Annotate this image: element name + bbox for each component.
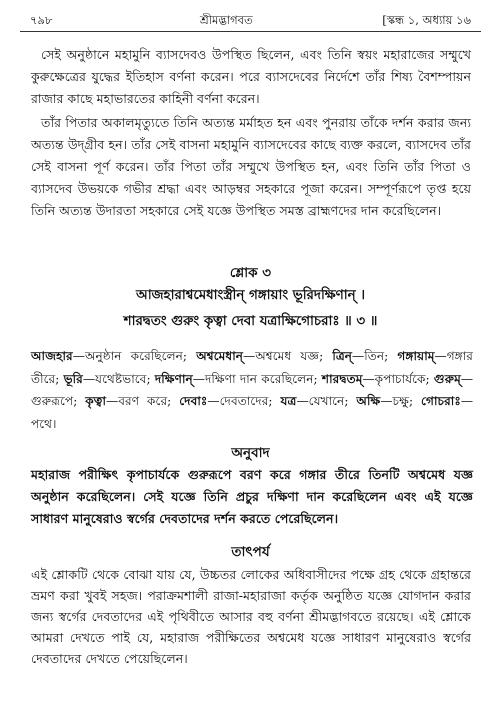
translation-heading: অনুবাদ [231,445,270,461]
synonym-meaning: বরণ করে; [118,394,172,408]
synonym-entry: অক্ষি—চক্ষু; [356,394,414,408]
synonym-meaning: অনুষ্ঠান করেছিলেন; [84,349,188,363]
synonym-entry: ভূরি—যথেষ্টভাবে; [63,371,151,386]
synonym-entry: অশ্বমেধান্—অশ্বমেধ যজ্ঞ; [196,349,324,363]
synonym-meaning: অশ্বমেধ যজ্ঞ; [255,349,324,363]
synonym-word: ত্রিন্ [332,349,353,363]
page-number: ৭৯৮ [30,13,53,27]
intro-paragraph-2: তাঁর পিতার অকালমৃত্যুতে তিনি অত্যন্ত মর্মাহত হন এবং পুনরায় তাঁকে দর্শন করার জন্য অত্যন্ত উদ্গ্রীব হন। তাঁর সেই বাসনা মহামুনি ব্যাসদেবের কাছে ব্যক্ত করলে, ব্যাসদেব তাঁর সেই বাসনা পূর্ণ করেন। তাঁর পিতা তাঁর সম্মুখে উপস্থিত হন, এবং তিনি তাঁর পিতা ও ব্যাসদেব উভয়কে গভীর শ্রদ্ধা এবং আড়ম্বর সহকারে পূজা করেন। সম্পূর্ণরূপে তৃপ্ত হয়ে তিনি অত্যন্ত উদারতা সহকারে সেই যজ্ঞে উপস্থিত সমস্ত ব্রাহ্মণদের দান করেছিলেন। [31,115,471,218]
synonym-entry: আজহার—অনুষ্ঠান করেছিলেন; [31,349,188,363]
synonym-entry: শারদ্বতম্—কৃপাচার্যকে; [321,371,430,386]
synonym-word: গঙ্গায়াম্ [397,349,435,363]
purport-heading: তাৎপর্য [231,544,270,560]
synonym-meaning: গঙ্গার তীরে; [31,349,473,386]
page-header [30,12,471,30]
header-rule [20,31,481,32]
synonym-word: ভূরি [63,371,83,386]
synonym-meaning: গুরুরূপে; [31,394,78,408]
synonym-entry: কৃত্বা—বরণ করে; [85,394,172,408]
synonym-entry: গঙ্গায়াম্—গঙ্গার তীরে; [31,349,473,386]
verse-line-2: শারদ্বতং গুরুং কৃত্বা দেবা যত্রাক্ষিগোচরাঃ ॥ ৩ ॥ [123,313,378,329]
synonym-entry: দক্ষিণান্—দক্ষিণা দান করেছিলেন; [154,371,318,386]
synonym-meaning: কৃপাচার্যকে; [374,371,430,386]
synonym-word: আজহার [31,349,73,363]
synonym-meaning: চক্ষু; [392,394,414,408]
verse-heading: শ্লোক ৩ [229,265,272,281]
synonym-word: দেবাঃ [179,394,208,408]
synonym-entry: দেবাঃ—দেবতাদের; [179,394,273,408]
synonym-entry: গুরুম্—গুরুরূপে; [31,371,474,408]
purport-text: এই শ্লোকটি থেকে বোঝা যায় যে, উচ্চতর লোকের অধিবাসীদের পক্ষে গ্রহ থেকে গ্রহান্তরে ভ্রমণ করা খুবই সহজ। পরাক্রমশালী রাজা-মহারাজা কর্তৃক অনুষ্ঠিত যজ্ঞে যোগদান করার জন্য স্বর্গের দেবতাদের এই পৃথিবীতে আসার বহু বর্ণনা শ্রীমদ্ভাগবতে রয়েছে। এই শ্লোকে আমরা দেখতে পাই যে, মহারাজ পরীক্ষিতের অশ্বমেধ যজ্ঞে সাধারণ মানুষেরাও স্বর্গের দেবতাদের দেখতে পেয়েছিলেন। [31,567,471,666]
synonym-meaning: পথে। [31,416,57,431]
synonym-meaning: দেবতাদের; [219,394,273,408]
synonym-word: অক্ষি [356,394,381,408]
synonym-meaning: যেখানে; [308,394,349,408]
synonym-word: যত্র [280,394,297,408]
book-title: শ্রীমদ্ভাগবত [200,13,253,27]
synonym-entry: গোচরাঃ—পথে। [31,394,474,431]
synonym-word: গোচরাঃ [421,394,461,408]
synonym-entry: ত্রিন্—তিন; [332,349,389,363]
intro-paragraph-1: সেই অনুষ্ঠানে মহামুনি ব্যাসদেবও উপস্থিত ছিলেন, এবং তিনি স্বয়ং মহারাজের সম্মুখে কুরুক্ষেত্রের যুদ্ধের ইতিহাস বর্ণনা করেন। পরে ব্যাসদেবের নির্দেশে তাঁর শিষ্য বৈশম্পায়ন রাজার কাছে মহাভারতের কাহিনী বর্ণনা করেন। [31,47,471,106]
verse-line-1: আজহারাশ্বমেধাংস্ত্রীন্ গঙ্গায়াং ভূরিদক্ষিণান্ । [135,287,366,303]
synonym-entry: যত্র—যেখানে; [280,394,349,408]
synonyms-block [31,345,473,435]
synonym-word: দক্ষিণান্ [154,371,193,386]
synonym-word: শারদ্বতম্ [321,371,363,386]
synonym-word: কৃত্বা [85,394,107,408]
synonym-meaning: যথেষ্টভাবে; [95,371,151,386]
synonym-meaning: তিন; [364,349,389,363]
translation-text: মহারাজ পরীক্ষিৎ কৃপাচার্যকে গুরুরূপে বরণ করে গঙ্গার তীরে তিনটি অশ্বমেধ যজ্ঞ অনুষ্ঠান করেছিলেন। সেই যজ্ঞে তিনি প্রচুর দক্ষিণা দান করেছিলেন এবং এই যজ্ঞে সাধারণ মানুষেরাও স্বর্গের দেবতাদের দর্শন করতে পেরেছিলেন। [31,467,473,526]
synonym-word: অশ্বমেধান্ [196,349,244,363]
chapter-info: [স্কন্ধ ১, অধ্যায় ১৬ [382,13,471,27]
synonym-meaning: দক্ষিণা দান করেছিলেন; [204,371,318,386]
synonym-word: গুরুম্ [433,371,461,386]
